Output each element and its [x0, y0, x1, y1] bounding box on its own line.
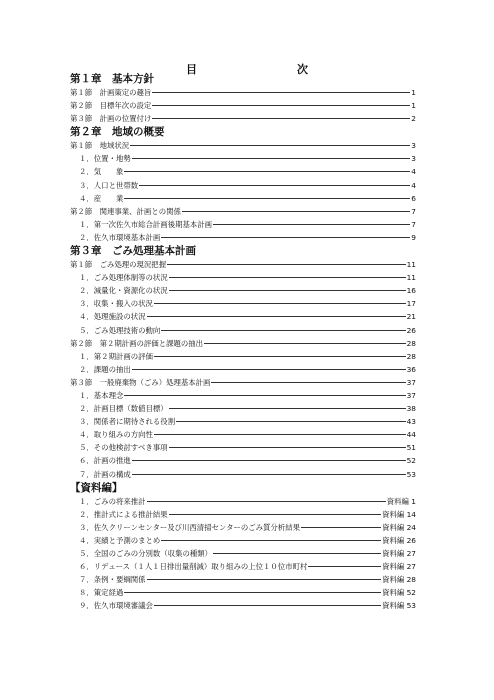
toc-entry-label: ５．全国のごみの分別数（収集の種類）	[79, 549, 213, 558]
toc-item-entry	[70, 192, 416, 205]
toc-entry-label: 第１章 基本方針	[70, 73, 154, 85]
toc-page-number: 資料編 53	[382, 601, 416, 611]
toc-section-entry	[70, 112, 416, 125]
toc-item-entry	[70, 454, 416, 467]
toc-item-entry	[70, 389, 416, 402]
toc-item-entry	[70, 573, 416, 586]
toc-entry-label: 【資料編】	[70, 481, 123, 494]
toc-page-number: 28	[406, 351, 416, 361]
toc-page-number: 53	[406, 469, 416, 479]
toc-leader-line	[161, 540, 381, 541]
toc-leader-line	[182, 211, 410, 212]
toc-leader-line	[169, 290, 406, 291]
toc-title: 目 次	[186, 63, 334, 76]
toc-leader-line	[169, 408, 406, 409]
toc-section-entry	[70, 139, 416, 152]
toc-entry-label: 第１節 ごみ処理の現況把握	[70, 260, 167, 270]
toc-item-entry	[70, 218, 416, 231]
toc-page-number: 1	[411, 101, 416, 111]
toc-page-number: 7	[411, 219, 416, 229]
toc-entry-label: ２．佐久市環境基本計画	[79, 232, 161, 242]
toc-leader-line	[147, 501, 386, 502]
toc-section-entry	[70, 376, 416, 389]
toc-item-entry	[70, 271, 416, 284]
toc-page-number: 2	[411, 114, 416, 124]
toc-item-entry	[70, 599, 416, 612]
toc-page-number: 11	[406, 260, 416, 270]
toc-item-entry	[70, 152, 416, 165]
toc-entry-label: 第２節 第２期計画の評価と課題の抽出	[70, 338, 204, 348]
toc-page-number: 28	[406, 338, 416, 348]
toc-leader-line	[308, 566, 381, 567]
toc-item-entry	[70, 428, 416, 441]
toc-page-number: 資料編 27	[382, 549, 416, 558]
toc-entry-label: ２．課題の抽出	[79, 364, 131, 374]
toc-leader-line	[152, 105, 410, 106]
toc-leader-line	[301, 527, 381, 528]
toc-entry-label: ９．佐久市環境審議会	[79, 601, 153, 611]
toc-item-entry	[70, 297, 416, 310]
toc-page-number: 44	[406, 430, 416, 440]
toc-leader-line	[169, 514, 381, 515]
toc-page-number: 36	[406, 364, 416, 374]
toc-leader-line	[152, 92, 410, 93]
toc-leader-line	[204, 343, 406, 344]
toc-page-number: 6	[411, 193, 416, 203]
toc-item-entry	[70, 402, 416, 415]
toc-entry-label: ５．その他検討すべき事項	[79, 443, 168, 453]
toc-item-entry	[70, 560, 416, 573]
toc-leader-line	[132, 460, 406, 461]
toc-page-number: 37	[406, 377, 416, 387]
toc-leader-line	[147, 316, 406, 317]
toc-entry-label: ２．減量化・資源化の状況	[79, 286, 168, 296]
toc-leader-line	[176, 421, 406, 422]
toc-entry-label: ２．気 象	[79, 167, 124, 177]
toc-entry-label: １．第一次佐久市総合計画後期基本計画	[79, 219, 213, 229]
toc-item-entry	[70, 310, 416, 323]
toc-item-entry	[70, 350, 416, 363]
toc-entry-label: 第３節 一般廃棄物（ごみ）処理基本計画	[70, 377, 211, 387]
toc-item-entry	[70, 415, 416, 428]
toc-entry-label: ７．計画の構成	[79, 469, 131, 479]
table-of-contents	[70, 72, 416, 612]
toc-leader-line	[132, 369, 406, 370]
toc-section-entry	[70, 99, 416, 112]
toc-entry-label: ３．佐久クリーンセンター及び川西清掃センターのごみ質分析結果	[79, 522, 300, 532]
toc-entry-label: 第１節 地域状況	[70, 141, 130, 151]
toc-entry-label: ３．人口と世帯数	[79, 180, 139, 190]
toc-entry-label: 第３章 ごみ処理基本計画	[70, 245, 196, 258]
toc-item-entry	[70, 521, 416, 534]
toc-item-entry	[70, 363, 416, 376]
toc-entry-label: 第１節 計画策定の趣旨	[70, 88, 152, 97]
toc-entry-label: ４．実績と予測のまとめ	[79, 535, 161, 545]
toc-entry-label: ５．ごみ処理技術の動向	[79, 325, 161, 335]
toc-leader-line	[124, 395, 405, 396]
toc-entry-label: ８．策定経過	[79, 588, 124, 598]
toc-leader-line	[213, 553, 381, 554]
toc-page-number: 38	[406, 404, 416, 414]
toc-page-number: 7	[411, 206, 416, 216]
toc-leader-line	[132, 474, 406, 475]
toc-entry-label: ４．処理施設の状況	[79, 312, 146, 322]
toc-item-entry	[70, 324, 416, 337]
toc-page-number: 資料編 52	[382, 588, 416, 598]
toc-leader-line	[169, 277, 406, 278]
toc-item-entry	[70, 179, 416, 192]
toc-entry-label: ４．産 業	[79, 193, 124, 203]
toc-section-entry	[70, 258, 416, 271]
toc-leader-line	[124, 592, 381, 593]
toc-leader-line	[124, 171, 410, 172]
toc-item-entry	[70, 495, 416, 508]
toc-page-number: 11	[406, 273, 416, 283]
toc-page-number: 1	[411, 88, 416, 97]
toc-entry-label: １．第２期計画の評価	[79, 351, 153, 361]
toc-item-entry	[70, 586, 416, 599]
toc-entry-label: ６．リデュース（１人１日排出量削減）取り組みの上位１０位市町村	[79, 562, 308, 572]
toc-entry-label: ２．推計式による推計結果	[79, 509, 168, 519]
toc-page-number: 52	[406, 456, 416, 466]
toc-item-entry	[70, 284, 416, 297]
toc-item-entry	[70, 547, 416, 560]
toc-page-number: 51	[406, 443, 416, 453]
toc-leader-line	[139, 185, 410, 186]
toc-page-number: 37	[406, 390, 416, 400]
toc-entry-label: １．基本理念	[79, 390, 124, 400]
toc-page-number: 43	[406, 417, 416, 427]
toc-chapter-heading	[70, 125, 416, 139]
toc-page-number: 4	[411, 167, 416, 177]
toc-entry-label: ２．計画目標（数値目標）	[79, 404, 168, 414]
toc-leader-line	[130, 145, 410, 146]
toc-entry-label: ７．条例・要綱関係	[79, 575, 146, 585]
toc-page-number: 9	[411, 232, 416, 242]
toc-section-entry	[70, 205, 416, 218]
toc-leader-line	[169, 447, 406, 448]
toc-leader-line	[213, 224, 410, 225]
toc-page-number: 3	[411, 141, 416, 151]
toc-section-entry	[70, 337, 416, 350]
toc-chapter-heading	[70, 244, 416, 258]
toc-page-number: 3	[411, 154, 416, 164]
toc-item-entry	[70, 534, 416, 547]
toc-entry-label: ６．計画の推進	[79, 456, 131, 466]
toc-entry-label: ３．収集・搬入の状況	[79, 299, 153, 309]
toc-leader-line	[124, 198, 410, 199]
toc-item-entry	[70, 468, 416, 481]
toc-item-entry	[70, 165, 416, 178]
toc-entry-label: ３．関係者に期待される役割	[79, 417, 176, 427]
toc-item-entry	[70, 508, 416, 521]
toc-entry-label: 第２節 関連事業、計画との関係	[70, 206, 181, 216]
toc-leader-line	[161, 330, 405, 331]
toc-page-number: 資料編 27	[382, 562, 416, 572]
toc-page-number: 17	[406, 299, 416, 309]
toc-page-number: 資料編 26	[382, 535, 416, 545]
toc-leader-line	[154, 605, 381, 606]
toc-page-number: 資料編 14	[382, 509, 416, 519]
toc-page-number: 資料編 24	[382, 522, 416, 532]
toc-chapter-heading	[70, 481, 416, 495]
toc-leader-line	[147, 579, 382, 580]
toc-leader-line	[152, 118, 410, 119]
toc-item-entry	[70, 441, 416, 454]
toc-entry-label: １．ごみ処理体制等の状況	[79, 273, 168, 283]
toc-chapter-heading	[70, 72, 416, 86]
toc-leader-line	[167, 264, 406, 265]
toc-leader-line	[154, 434, 406, 435]
toc-entry-label: ４．取り組みの方向性	[79, 430, 153, 440]
toc-leader-line	[154, 303, 406, 304]
toc-page-number: 26	[406, 325, 416, 335]
toc-leader-line	[154, 356, 406, 357]
toc-entry-label: 第２章 地域の概要	[70, 126, 165, 139]
toc-item-entry	[70, 231, 416, 244]
toc-page-number: 16	[406, 286, 416, 296]
toc-leader-line	[161, 237, 410, 238]
toc-leader-line	[211, 382, 405, 383]
toc-entry-label: １．位置・地勢	[79, 154, 131, 164]
toc-entry-label: 第２節 目標年次の設定	[70, 101, 152, 111]
toc-page-number: 21	[406, 312, 416, 322]
toc-page-number: 4	[411, 180, 416, 190]
toc-page-number: 資料編 1	[386, 496, 416, 506]
toc-page-number: 資料編 28	[382, 575, 416, 585]
toc-section-entry	[70, 86, 416, 99]
toc-entry-label: １．ごみの将来推計	[79, 496, 146, 506]
toc-entry-label: 第３節 計画の位置付け	[70, 114, 152, 124]
toc-leader-line	[132, 158, 411, 159]
